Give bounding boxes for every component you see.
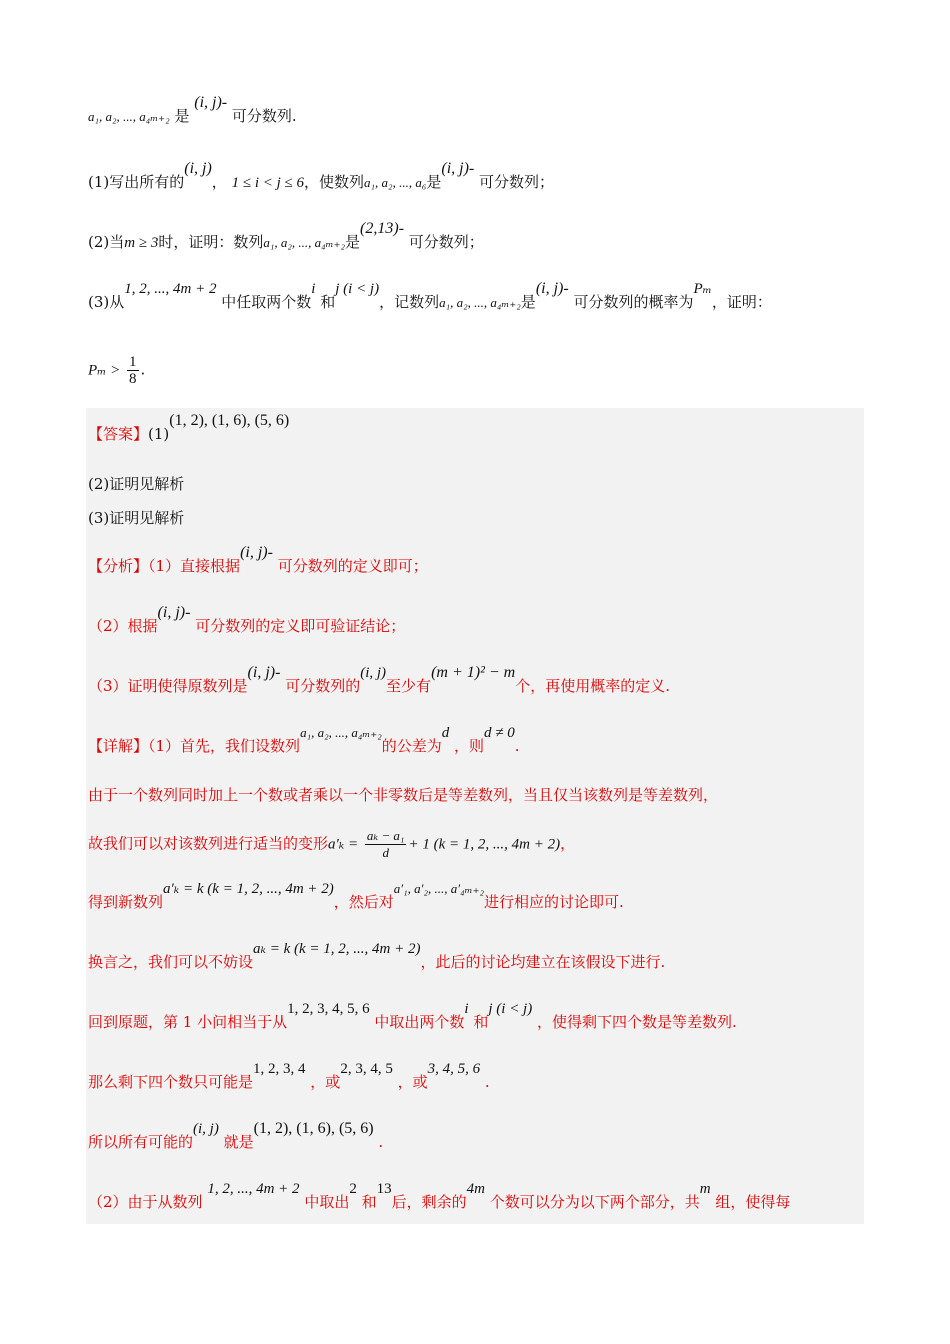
detail-l9-and: 和 — [361, 1193, 377, 1211]
detail-l4-end: 进行相应的讨论即可. — [484, 893, 624, 911]
intro-end: 可分数列. — [231, 107, 297, 125]
detail-l1-mid: 的公差为 — [381, 737, 442, 755]
detail-l6-mid: 中取出两个数 — [374, 1013, 465, 1031]
q3-prefix: (3)从 — [88, 293, 125, 311]
question-2 — [88, 220, 484, 253]
detail-l8-ij: (i, j) — [193, 1121, 219, 1137]
analysis-p3-end: 个，再使用概率的定义. — [515, 677, 670, 695]
q2-pair: (2,13)- — [360, 220, 405, 237]
q3-ineq-left: Pₘ > — [88, 362, 121, 379]
analysis-p2-prefix: （2）根据 — [88, 617, 158, 635]
detail-l3-num: aₖ − a₁ — [366, 828, 405, 843]
detail-line-6 — [88, 1001, 737, 1033]
detail-l9-mid2: 后，剩余的 — [391, 1193, 467, 1211]
detail-l8-end: . — [378, 1133, 384, 1151]
detail-l7-or2: ，或 — [397, 1073, 428, 1091]
question-3 — [88, 280, 772, 313]
q2-prefix: (2)当 — [88, 233, 125, 251]
q1-condition: 1 ≤ i < j ≤ 6 — [231, 175, 305, 191]
detail-l7-or1: ，或 — [310, 1073, 341, 1091]
analysis-p1-end: 可分数列的定义即可； — [277, 557, 428, 575]
detail-l9-m: m — [699, 1181, 711, 1197]
intro-line — [88, 94, 297, 127]
detail-l6-i: i — [464, 1001, 469, 1017]
detail-l7-set1: 1, 2, 3, 4 — [253, 1061, 306, 1077]
detail-line-1 — [88, 725, 520, 757]
detail-l2: 由于一个数列同时加上一个数或者乘以一个非零数后是等差数列，当且仅当该数列是等差数列， — [88, 786, 719, 804]
q1-ij: (i, j) — [184, 160, 212, 177]
detail-l6-j: j (i < j) — [488, 1001, 533, 1017]
q3-ij: (i, j)- — [535, 280, 569, 297]
answer-3: (3)证明见解析 — [88, 509, 185, 527]
q1-prefix: (1)写出所有的 — [88, 173, 185, 191]
detail-l1-end: . — [514, 737, 520, 755]
analysis-line-3 — [88, 664, 670, 697]
detail-l9-prefix: （2）由于从数列 — [88, 1193, 203, 1211]
detail-l7-set3: 3, 4, 5, 6 — [427, 1061, 481, 1077]
detail-l1-cond: d ≠ 0 — [484, 725, 515, 741]
intro-ij: (i, j)- — [194, 94, 228, 111]
answer-box — [86, 408, 864, 1224]
question-3-inequality — [88, 354, 145, 387]
answer-1-pairs: (1, 2), (1, 6), (5, 6) — [169, 412, 290, 429]
q2-is: 是 — [345, 233, 361, 251]
detail-l6-end: ，使得剩下四个数是等差数列. — [537, 1013, 737, 1031]
q3-fraction — [127, 354, 139, 387]
detail-l1-d: d — [441, 725, 450, 741]
detail-l4-prefix: 得到新数列 — [88, 893, 164, 911]
detail-l5-expr: aₖ = k (k = 1, 2, ..., 4m + 2) — [253, 941, 421, 957]
detail-line-2 — [88, 785, 718, 805]
detail-line-9 — [88, 1181, 791, 1213]
q3-i: i — [311, 281, 316, 297]
detail-line-8 — [88, 1120, 384, 1153]
analysis-p3-prefix: （3）证明使得原数列是 — [88, 677, 248, 695]
detail-l9-thirteen: 13 — [376, 1181, 392, 1197]
q2-mid: 时，证明：数列 — [158, 233, 264, 251]
q3-set: 1, 2, ..., 4m + 2 — [124, 281, 217, 297]
q3-pm: Pₘ — [693, 281, 712, 297]
analysis-p2-ij: (i, j)- — [157, 604, 191, 621]
detail-l5-end: ，此后的讨论均建立在该假设下进行. — [420, 953, 666, 971]
detail-l1-mid2: ，则 — [454, 737, 485, 755]
detail-l9-two: 2 — [349, 1181, 357, 1197]
detail-l9-end: 组，使得每 — [715, 1193, 791, 1211]
analysis-p3-ij2: (i, j) — [360, 665, 387, 681]
detail-l7-end: . — [484, 1073, 490, 1091]
analysis-p3-ij: (i, j)- — [247, 664, 281, 681]
answer-line-3 — [88, 508, 184, 528]
detail-l6-and: 和 — [473, 1013, 489, 1031]
detail-l9-4m: 4m — [466, 1181, 485, 1197]
intro-seq: a₁, a₂, ..., a₄ₘ₊₂ — [88, 109, 170, 124]
detail-l9-mid3: 个数可以分为以下两个部分，共 — [489, 1193, 700, 1211]
detail-l3-fraction — [365, 828, 407, 861]
q3-frac-den: 8 — [129, 371, 137, 387]
q1-seq: a₁, a₂, ..., a₆ — [364, 175, 427, 190]
analysis-label: 【分析】 — [88, 557, 149, 575]
answer-1-prefix: (1) — [148, 425, 170, 443]
detail-l7-set2: 2, 3, 4, 5 — [340, 1061, 393, 1077]
detail-l1-prefix: （1）首先，我们设数列 — [148, 737, 301, 755]
q2-condition: m ≥ 3 — [124, 235, 159, 251]
q3-mid3: 可分数列的概率为 — [573, 293, 694, 311]
detail-l7-prefix: 那么剩下四个数只可能是 — [88, 1073, 254, 1091]
detail-l4-expr: a′ₖ = k (k = 1, 2, ..., 4m + 2) — [163, 881, 334, 897]
analysis-p3-mid: 可分数列的 — [285, 677, 361, 695]
detail-l8-mid: 就是 — [223, 1133, 254, 1151]
q2-seq: a₁, a₂, ..., a₄ₘ₊₂ — [263, 235, 346, 250]
q3-mid1: 中任取两个数 — [221, 293, 312, 311]
detail-line-5 — [88, 941, 666, 973]
q3-frac-num: 1 — [129, 354, 137, 370]
detail-l5-prefix: 换言之，我们可以不妨设 — [88, 953, 254, 971]
detail-l3-den: d — [382, 845, 389, 860]
q3-ineq-end: . — [140, 360, 146, 379]
detail-l9-mid1: 中取出 — [304, 1193, 350, 1211]
q3-end: ，证明： — [711, 293, 772, 311]
q1-is: 是 — [426, 173, 442, 191]
detail-l6-prefix: 回到原题，第 1 小问相当于从 — [88, 1013, 288, 1031]
analysis-p3-mid2: 至少有 — [386, 677, 432, 695]
detail-l3-rhs: + 1 (k = 1, 2, ..., 4m + 2) — [408, 836, 561, 853]
q1-end: 可分数列； — [479, 173, 555, 191]
question-1 — [88, 160, 555, 193]
analysis-p1-prefix: （1）直接根据 — [148, 557, 241, 575]
detail-l8-pairs: (1, 2), (1, 6), (5, 6) — [253, 1120, 374, 1137]
answer-line-1 — [88, 412, 290, 445]
q1-ij2: (i, j)- — [441, 160, 475, 177]
answer-label: 【答案】 — [88, 425, 149, 443]
detail-label: 【详解】 — [88, 737, 149, 755]
q3-mid2: ，记数列 — [379, 293, 440, 311]
detail-l9-set: 1, 2, ..., 4m + 2 — [207, 1181, 300, 1197]
analysis-p2-end: 可分数列的定义即可验证结论； — [195, 617, 406, 635]
q3-is: 是 — [520, 293, 536, 311]
analysis-p3-expr: (m + 1)² − m — [431, 664, 516, 681]
detail-l4-seq: a′₁, a′₂, ..., a′₄ₘ₊₂ — [393, 881, 484, 896]
detail-line-7 — [88, 1061, 490, 1093]
q3-and: 和 — [320, 293, 336, 311]
analysis-line-1 — [88, 544, 428, 577]
detail-l3-end: ， — [560, 834, 576, 853]
q1-mid: ，使数列 — [304, 173, 365, 191]
detail-l1-seq: a₁, a₂, ..., a₄ₘ₊₂ — [300, 725, 382, 740]
q2-end: 可分数列； — [408, 233, 484, 251]
detail-l8-prefix: 所以所有可能的 — [88, 1133, 194, 1151]
answer-line-2 — [88, 474, 184, 494]
q1-sep: ， — [211, 173, 227, 191]
analysis-p1-ij: (i, j)- — [240, 544, 273, 561]
detail-line-4 — [88, 881, 624, 913]
detail-l3-prefix: 故我们可以对该数列进行适当的变形 — [88, 834, 329, 853]
detail-l6-set: 1, 2, 3, 4, 5, 6 — [287, 1001, 370, 1017]
analysis-line-2 — [88, 604, 406, 637]
q3-seq: a₁, a₂, ..., a₄ₘ₊₂ — [439, 295, 521, 310]
detail-line-3 — [88, 828, 575, 861]
answer-2: (2)证明见解析 — [88, 475, 185, 493]
detail-l4-mid: ，然后对 — [333, 893, 394, 911]
q3-j: j (i < j) — [335, 281, 380, 297]
intro-is: 是 — [174, 107, 190, 125]
detail-l3-lhs: a′ₖ = — [328, 836, 359, 853]
